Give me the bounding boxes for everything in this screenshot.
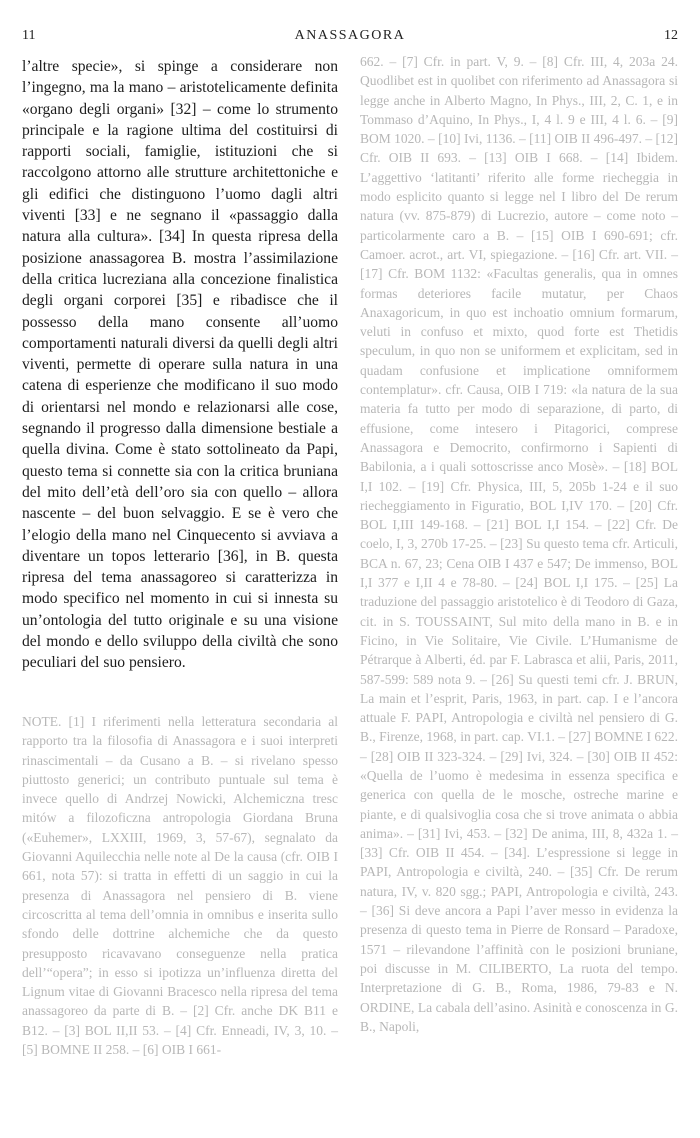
main-text-column <box>22 56 338 674</box>
page-number-left: 11 <box>22 28 36 43</box>
notes-left-text: NOTE. [1] I riferimenti nella letteratura secondaria al rapporto tra la filosofia di Anassagora e i suoi interpreti rinascimentali – da Cusano a B. – si rivelano spesso piuttosto generici; un contributo puntuale sul tema è invece quello di Andrzej Nowicki, Alchemiczna tresc mitów a filozoficzna antropologia Giordana Bruna («Euhemer», LXXIII, 1969, 3, 57-67), segnalato da Giovanni Aquilecchia nelle note al De la causa (cfr. OIB I 661, nota 57): si tratta in effetti di un saggio in cui la presenza di Anassagora nel pensiero di B. viene circoscritta al tema dell’omnia in omnibus e inserita sullo sfondo delle dottrine alchemiche che da questo presupposto ricavavano conseguenze nella pratica dell’“opera”; in esso si ipotizza un’influenza diretta del Lignum vitae di Giovanni Bracesco nella ripresa del tema anassagoreo da parte di B. – [2] Cfr. anche DK B11 e B12. – [3] BOL II,II 53. – [4] Cfr. Enneadi, IV, 3, 10. – [5] BOMNE II 258. – [6] OIB I 661- <box>22 714 338 1058</box>
main-paragraph: l’altre specie», si spinge a considerare non l’ingegno, ma la mano – aristotelicamente definita «organo degli organi» [32] – come lo strumento principale e la ragione ultima del costituirsi di rapporti sociali, famiglie, istituzioni che si raccolgono attorno alle strutture architettoniche e gli edifici che distinguono l’uomo dagli altri viventi [33] e ne segnano il «passaggio dalla natura alla cultura». [34] In questa ripresa della posizione anassagorea B. mostra l’assimilazione della critica lucreziana alla concezione finalistica degli organi corporei [35] e ribadisce che il possesso della mano consente all’uomo comportamenti naturali diversi da quelli degli altri viventi, permette di operare sulla natura in una catena di esperienze che modificano il suo modo di orientarsi nel mondo e relazionarsi alle cose, segnando il progresso dalla dimensione bestiale a quella divina. Come è stato sottolineato da Papi, questo tema si connette sia con la critica bruniana del mito dell’età dell’oro sia con quello – allora nascente – del buon selvaggio. E se è vero che l’elogio della mano nel Cinquecento si avviava a diventare un topos letterario [36], in B. questa ripresa del tema anassagoreo si caratterizza in modo specifico nel momento in cui si innesta su un’ontologia del tutto originale e su una visione del mondo e dello sviluppo della civiltà che sono peculiari del suo pensiero. <box>22 58 338 672</box>
notes-right-text: 662. – [7] Cfr. in part. V, 9. – [8] Cfr. III, 4, 203a 24. Quodlibet est in quolibet con riferimento ad Anassagora si legge anche in Alberto Magno, In Phys., III, 2, C. 1, e in Tommaso d’Aquino, In Phys., I, 4 l. 9 e III, 4 l. 6. – [9] BOM 1020. – [10] Ivi, 1136. – [11] OIB II 496-497. – [12] Cfr. OIB II 693. – [13] OIB I 668. – [14] Ibidem. L’aggettivo ‘latitanti’ riferito alle forme riecheggia in modo esplicito quanto si legge nel I libro del De rerum natura (vv. 875-879) di Lucrezio, autore – come noto – particolarmente caro a B. – [15] OIB I 690-691; cfr. Camoer. acrot., art. VI, spiegazione. – [16] Cfr. art. VII. – [17] Cfr. BOM 1132: «Facultas generalis, qua in omnes formas deteriores facile mutatur, per Chaos Anaxagoricum, in quo est inchoatio omnium formarum, veluti in confuso et mixto, quod forte est Thetidis speculum, in quo non se uniformem et explicitam, sed in quadam confusione et implicatione omniformem contemplatur». cfr. Causa, OIB I 719: «la natura de la sua materia fa tutto per modo di separazione, di parto, di effusione, come intesero i Pitagorici, comprese Anassagora e Democrito, confirmorno i Sapienti di Babilonia, a i quali sottoscrisse anco Mosè». – [18] BOL I,I 102. – [19] Cfr. Physica, III, 5, 205b 1-24 e il suo riecheggiamento in Figuratio, BOL I,IV 170. – [20] Cfr. BOL I,III 149-168. – [21] BOL I,I 154. – [22] Cfr. De coelo, I, 3, 270b 17-25. – [23] Su questo tema cfr. Articuli, BCA n. 67, 23; Cena OIB I 437 e 547; De immenso, BOL I,I 377 e I,II 4 e 78-80. – [24] BOL I,I 175. – [25] La traduzione del passaggio aristotelico è di Teodoro di Gaza, cit. in S. TOUSSAINT, Sul mito della mano in B. e in Ficino, in Vie Solitaire, Vie Civile. L’Humanisme de Pétrarque à Alberti, éd. par F. Labrasca et alii, Paris, 2011, 587-599: 589 nota 9. – [26] Su questi temi cfr. J. BRUN, La main et l’esprit, Paris, 1963, in part. cap. I e l’ancora attuale F. PAPI, Antropologia e civiltà nel pensiero di G. B., Firenze, 1968, in part. cap. VI.1. – [27] BOMNE I 622. – [28] OIB II 323-324. – [29] Ivi, 324. – [30] OIB II 452: «Quella de l’uomo è medesima in essenza specifica e generica con quella de le mosche, ostreche marine e piante, e di qualsivoglia cosa che si trove animata o abbia anima». – [31] Ivi, 453. – [32] De anima, III, 8, 432a 1. – [33] Cfr. OIB II 454. – [34]. L’espressione si legge in PAPI, Antropologia e civiltà, 240. – [35] Cfr. De rerum natura, IV, v. 820 sgg.; PAPI, Antropologia e civiltà, 243. – [36] Si deve ancora a Papi l’aver messo in evidenza la presenza di questo tema in Pierre de Ronsard – Paradoxe, 1571 – rilevandone l’affinità con le posizioni bruniane, poi discusse in M. CILIBERTO, La ruota del tempo. Interpretazione di G. B., Roma, 1986, 79-83 e N. ORDINE, La cabala dell’asino. Asinità e conoscenza in G. B., Napoli, <box>360 54 678 1034</box>
notes-right-column <box>360 52 678 1036</box>
running-header <box>22 28 678 50</box>
running-title: ANASSAGORA <box>294 28 406 43</box>
page-number-right: 12 <box>664 28 678 43</box>
notes-left-column <box>22 712 338 1059</box>
